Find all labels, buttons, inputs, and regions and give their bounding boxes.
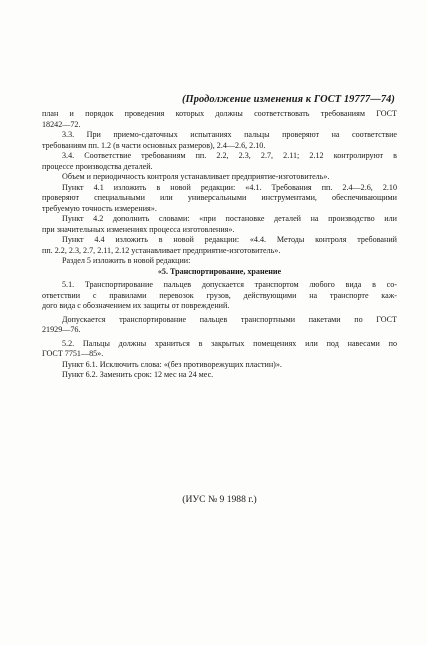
text-line: при значительных изменениях процесса изготовления». — [42, 224, 235, 234]
text-line: дого вида с обозначением их защиты от повреждений. — [42, 301, 230, 310]
text-line: проверяют специальными или универсальными инструментами, обеспечивающими — [42, 193, 397, 202]
text-line: Пункт 6.2. Заменить срок: 12 мес на 24 мес. — [62, 370, 214, 379]
text-line: план и порядок проведения которых должны соответствовать требованиям ГОСТ — [42, 109, 397, 118]
text-line: Пункт 4.4 изложить в новой редакции: «4.4. Методы контроля требований — [62, 235, 397, 244]
text-line: Пункт 6.1. Исключить слова: «(без противорежущих пластин)». — [62, 359, 282, 369]
text-line: ГОСТ 7751—85». — [42, 349, 104, 358]
section-title: «5. Транспортирование, хранение — [157, 266, 282, 276]
text-line: ответствии с правилами перевозок грузов, действующими на транспорте каж- — [42, 290, 397, 300]
text-line: процессе производства деталей. — [42, 161, 153, 171]
text-line: 18242—72. — [42, 119, 81, 129]
text-line: Пункт 4.2 дополнить словами: «при постановке деталей на производство или — [62, 214, 397, 223]
text-line: 3.4. Соответствие требованиям пп. 2.2, 2.3, 2.7, 2.11; 2.12 контролируют в — [62, 151, 397, 160]
text-line: Объем и периодичность контроля устанавливает предприятие-изготовитель». — [62, 172, 330, 181]
text-line: Допускается транспортирование пальцев транспортными пакетами по ГОСТ — [62, 314, 397, 324]
text-line: 5.2. Пальцы должны храниться в закрытых помещениях или под навесами по — [62, 338, 397, 348]
source-reference: (ИУС № 9 1988 г.) — [182, 494, 257, 505]
text-line: требованиям пп. 1.2 (в части основных размеров), 2.4—2.6, 2.10. — [42, 140, 266, 150]
text-line: 21929—76. — [42, 325, 81, 334]
text-line: Раздел 5 изложить в новой редакции: — [62, 256, 191, 265]
document-body — [42, 109, 397, 381]
text-line: 3.3. При приемо-сдаточных испытаниях пальцы проверяют на соответствие — [62, 130, 397, 139]
continuation-header: (Продолжение изменения к ГОСТ 19777—74) — [181, 94, 395, 105]
text-line: требуемую точность измерения». — [42, 203, 157, 213]
text-line: пп. 2.2, 2.3, 2.7, 2.11, 2.12 устанавливает предприятие-изготовитель». — [42, 245, 281, 255]
text-line: Пункт 4.1 изложить в новой редакции: «4.1. Требования пп. 2.4—2.6, 2.10 — [62, 182, 397, 192]
text-line: 5.1. Транспортирование пальцев допускается транспортом любого вида в со- — [62, 280, 397, 289]
